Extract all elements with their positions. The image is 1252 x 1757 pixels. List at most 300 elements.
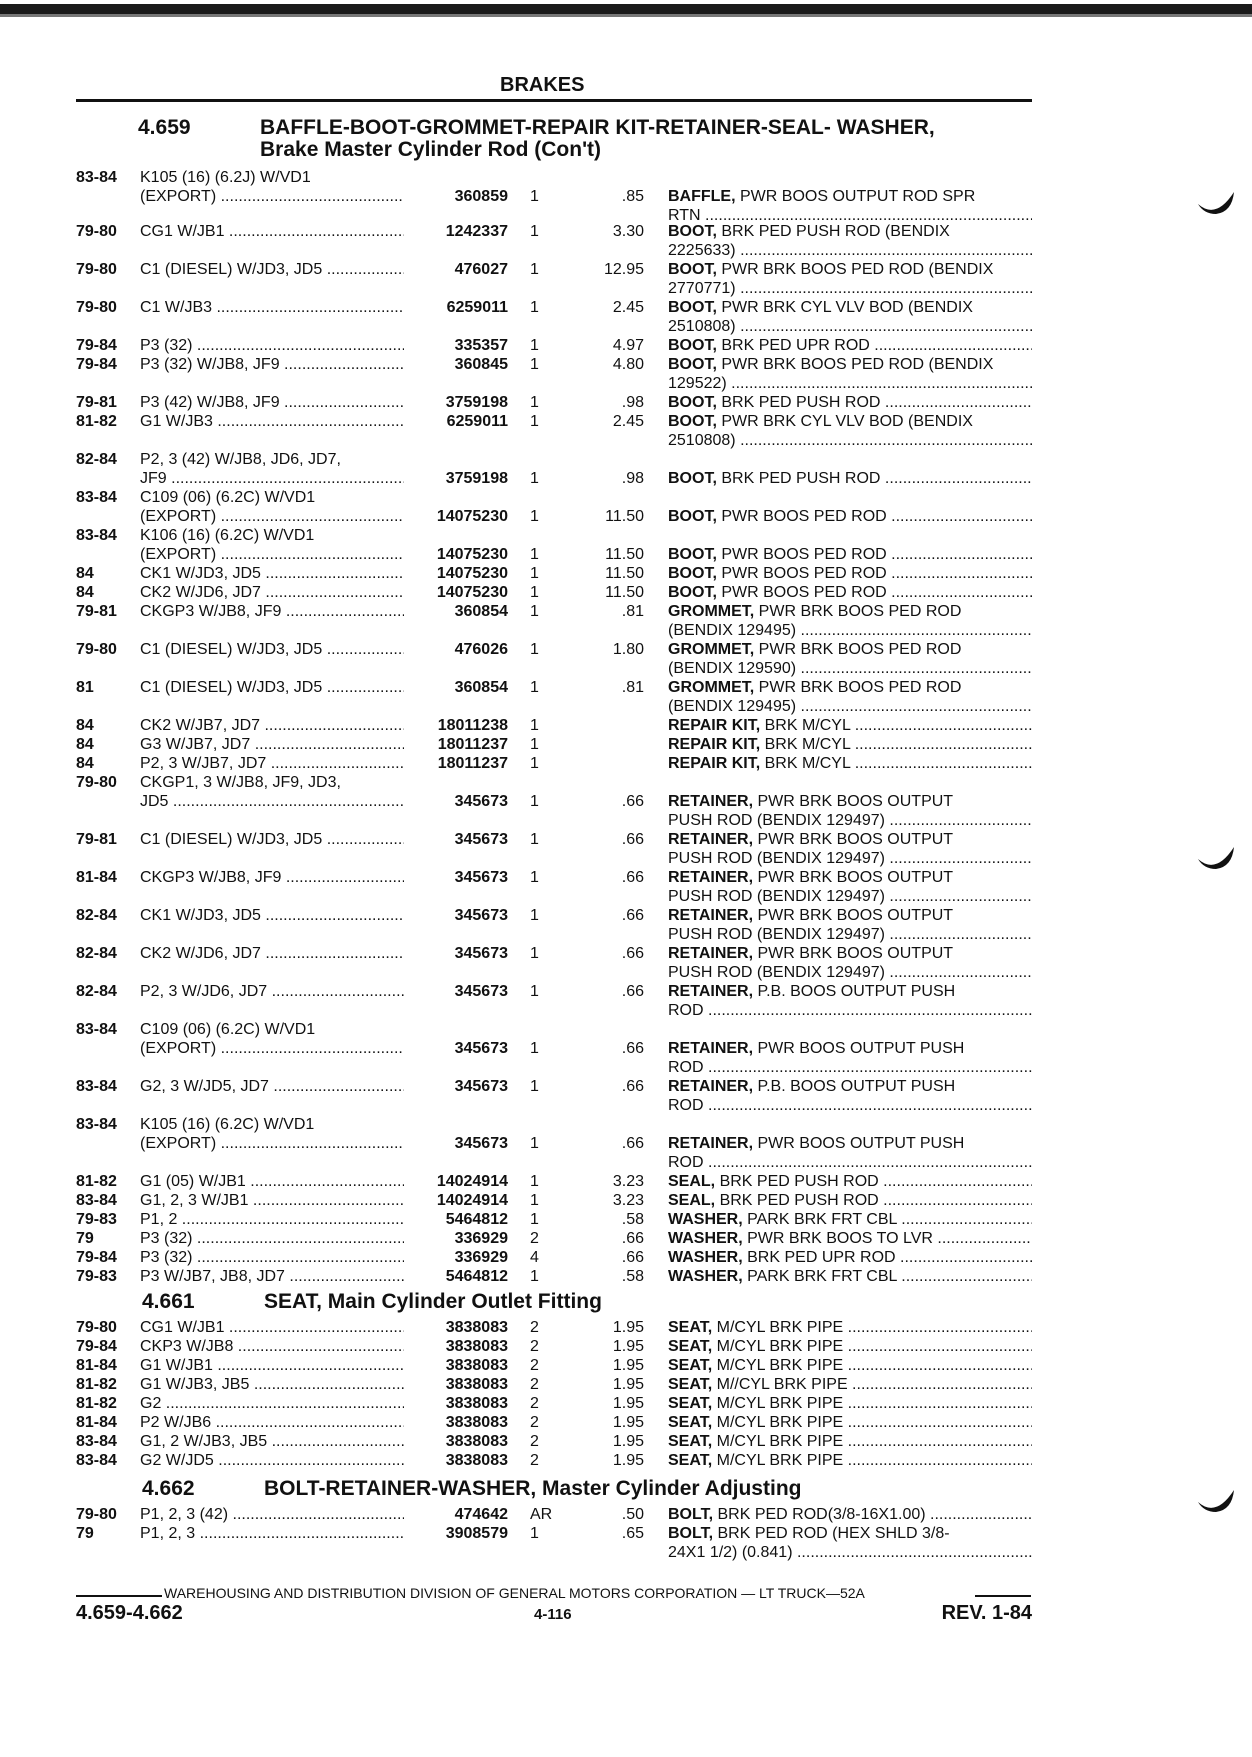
description — [668, 1077, 1032, 1115]
footer-page-number: 4-116 — [534, 1606, 572, 1623]
part-number: 360854 — [454, 603, 508, 620]
price: .66 — [621, 983, 644, 1000]
application-text: (EXPORT) ..... — [140, 188, 404, 205]
quantity: 1 — [530, 261, 539, 278]
quantity: 1 — [530, 831, 539, 848]
application — [140, 830, 404, 849]
description-text: PARK BRK FRT CBL ..... — [747, 1268, 1032, 1285]
application — [140, 716, 404, 735]
description-continuation-text: PUSH ROD (BENDIX 129497) ..... — [668, 964, 1032, 981]
quantity: 1 — [530, 945, 539, 962]
application — [140, 1248, 404, 1267]
description-keyword: GROMMET, — [668, 641, 755, 658]
description-continuation — [668, 317, 1032, 336]
quantity: 1 — [530, 337, 539, 354]
quantity: 2 — [530, 1376, 539, 1393]
price: .66 — [621, 1078, 644, 1095]
model-year: 83-84 — [76, 527, 117, 544]
part-number: 345673 — [454, 793, 508, 810]
description-keyword: BOLT, — [668, 1525, 714, 1542]
scan-top-band — [0, 4, 1252, 14]
model-year: 79-84 — [76, 1249, 117, 1266]
description-keyword: BOOT, — [668, 565, 717, 582]
application-text: (EXPORT) ..... — [140, 546, 404, 563]
part-number: 5464812 — [445, 1268, 508, 1285]
description-text: PWR BRK BOOS OUTPUT — [757, 907, 954, 924]
description — [668, 602, 1032, 640]
price: .66 — [621, 869, 644, 886]
description-text: BRK PED PUSH ROD ..... — [721, 470, 1032, 487]
application — [140, 1020, 404, 1039]
description — [668, 1505, 1032, 1524]
application-text: (EXPORT) ..... — [140, 508, 404, 525]
description-keyword: WASHER, — [668, 1211, 743, 1228]
description-text: M/CYL BRK PIPE ..... — [717, 1452, 1032, 1469]
price: 1.80 — [612, 641, 644, 658]
model-year: 79 — [76, 1230, 94, 1247]
part-number: 3838083 — [445, 1452, 508, 1469]
description-text: PWR BRK CYL VLV BOD (BENDIX — [721, 413, 973, 430]
description-keyword: BOOT, — [668, 337, 717, 354]
description-keyword: SEAT, — [668, 1376, 713, 1393]
description-continuation-text: (BENDIX 129590) ..... — [668, 660, 1032, 677]
quantity: 1 — [530, 584, 539, 601]
part-number: 3838083 — [445, 1395, 508, 1412]
description — [668, 336, 1032, 355]
price: .85 — [621, 188, 644, 205]
description — [668, 1210, 1032, 1229]
description-text: PWR BRK BOOS PED ROD — [758, 679, 962, 696]
description-keyword: SEAT, — [668, 1452, 713, 1469]
price: 3.23 — [612, 1192, 644, 1209]
quantity: 1 — [530, 755, 539, 772]
model-year: 79-83 — [76, 1268, 117, 1285]
model-year: 81 — [76, 679, 94, 696]
price: .66 — [621, 1040, 644, 1057]
group-number: 4.662 — [142, 1477, 195, 1500]
model-year: 83-84 — [76, 1021, 117, 1038]
description — [668, 298, 1032, 336]
price: 11.50 — [605, 546, 644, 563]
description-text: M/CYL BRK PIPE ..... — [717, 1414, 1032, 1431]
description-continuation-text: PUSH ROD (BENDIX 129497) ..... — [668, 850, 1032, 867]
part-number: 3838083 — [445, 1433, 508, 1450]
description — [668, 507, 1032, 526]
description-keyword: BOOT, — [668, 356, 717, 373]
description — [668, 469, 1032, 488]
part-number: 360854 — [454, 679, 508, 696]
application-text: G1 (05) W/JB1 ..... — [140, 1173, 404, 1190]
description — [668, 222, 1032, 260]
description-keyword: SEAT, — [668, 1338, 713, 1355]
price: 2.45 — [612, 413, 644, 430]
application-text: CK2 W/JB7, JD7 ..... — [140, 717, 404, 734]
application-text: (EXPORT) ..... — [140, 1135, 404, 1152]
part-number: 14075230 — [436, 584, 508, 601]
model-year: 79-80 — [76, 299, 117, 316]
description-text: M/CYL BRK PIPE ..... — [717, 1338, 1032, 1355]
application — [140, 1505, 404, 1524]
application — [140, 545, 404, 564]
description-text: PWR BRK BOOS PED ROD — [758, 603, 962, 620]
application-text: CKGP1, 3 W/JB8, JF9, JD3, — [140, 774, 341, 791]
quantity: 1 — [530, 413, 539, 430]
description-keyword: WASHER, — [668, 1230, 743, 1247]
price: 4.97 — [612, 337, 644, 354]
part-number: 3838083 — [445, 1414, 508, 1431]
application-text: CKP3 W/JB8 ..... — [140, 1338, 404, 1355]
description — [668, 260, 1032, 298]
description — [668, 1432, 1032, 1451]
price: 1.95 — [612, 1452, 644, 1469]
description-continuation-text: ROD ..... — [668, 1154, 1032, 1171]
description-continuation-text: 24X1 1/2) (0.841) ..... — [668, 1544, 1032, 1561]
description-keyword: GROMMET, — [668, 603, 755, 620]
description-continuation — [668, 849, 1032, 868]
description — [668, 1375, 1032, 1394]
group-title: SEAT, Main Cylinder Outlet Fitting — [264, 1290, 602, 1313]
application-text: P3 (32) ..... — [140, 337, 404, 354]
description-text: PWR BRK BOOS PED ROD (BENDIX — [721, 261, 994, 278]
price: 1.95 — [612, 1376, 644, 1393]
description-continuation — [668, 659, 1032, 678]
quantity: 1 — [530, 736, 539, 753]
binder-hole-mark — [1196, 1488, 1236, 1514]
part-number: 18011237 — [437, 736, 508, 753]
application-text: CK1 W/JD3, JD5 ..... — [140, 565, 404, 582]
model-year: 79-81 — [76, 603, 117, 620]
description-keyword: RETAINER, — [668, 907, 754, 924]
model-year: 81-84 — [76, 1357, 117, 1374]
model-year: 84 — [76, 755, 94, 772]
part-number: 14024914 — [436, 1173, 508, 1190]
part-number: 345673 — [454, 1040, 508, 1057]
description-continuation — [668, 1153, 1032, 1172]
quantity: 1 — [530, 1211, 539, 1228]
quantity: 1 — [530, 299, 539, 316]
part-number: 360845 — [454, 356, 508, 373]
description-text: PWR BOOS OUTPUT ROD SPR — [740, 188, 976, 205]
application-text: CK2 W/JD6, JD7 ..... — [140, 584, 404, 601]
description-text: PWR BRK BOOS OUTPUT — [757, 869, 954, 886]
part-number: 14075230 — [436, 546, 508, 563]
model-year: 82-84 — [76, 907, 117, 924]
price: .98 — [621, 394, 644, 411]
application-text: G2 ..... — [140, 1395, 404, 1412]
application-text: CKGP3 W/JB8, JF9 ..... — [140, 869, 404, 886]
group-number: 4.659 — [138, 116, 191, 139]
part-number: 18011238 — [437, 717, 508, 734]
application — [140, 488, 404, 507]
description-text: BRK M/CYL ..... — [765, 717, 1032, 734]
group-subtitle: Brake Master Cylinder Rod (Con't) — [260, 138, 602, 161]
model-year: 79-80 — [76, 641, 117, 658]
price: 1.95 — [612, 1357, 644, 1374]
quantity: 1 — [530, 1078, 539, 1095]
part-number: 1242337 — [445, 223, 508, 240]
quantity: 1 — [530, 793, 539, 810]
description — [668, 1172, 1032, 1191]
application-text: C1 (DIESEL) W/JD3, JD5 ..... — [140, 641, 404, 658]
quantity: 2 — [530, 1338, 539, 1355]
application — [140, 526, 404, 545]
description-text: PWR BRK BOOS OUTPUT — [757, 945, 954, 962]
group-title: BAFFLE-BOOT-GROMMET-REPAIR KIT-RETAINER-SEAL- WASHER, — [260, 116, 935, 139]
description-text: P.B. BOOS OUTPUT PUSH — [757, 983, 956, 1000]
price: .66 — [621, 793, 644, 810]
description-text: M/CYL BRK PIPE ..... — [717, 1395, 1032, 1412]
application — [140, 1115, 404, 1134]
model-year: 81-84 — [76, 869, 117, 886]
quantity: 1 — [530, 394, 539, 411]
description-text: BRK M/CYL ..... — [765, 755, 1032, 772]
model-year: 83-84 — [76, 1433, 117, 1450]
part-number: 3838083 — [445, 1338, 508, 1355]
price: 11.50 — [605, 584, 644, 601]
description-keyword: RETAINER, — [668, 983, 754, 1000]
description-keyword: REPAIR KIT, — [668, 717, 761, 734]
model-year: 79-81 — [76, 831, 117, 848]
application-text: G1 W/JB3, JB5 ..... — [140, 1376, 404, 1393]
description-continuation — [668, 887, 1032, 906]
quantity: AR — [530, 1506, 553, 1523]
part-number: 345673 — [454, 1135, 508, 1152]
model-year: 81-84 — [76, 1414, 117, 1431]
application — [140, 735, 404, 754]
application — [140, 1356, 404, 1375]
description-keyword: RETAINER, — [668, 831, 754, 848]
description-text: PARK BRK FRT CBL ..... — [747, 1211, 1032, 1228]
description-text: BRK PED ROD(3/8-16X1.00) ..... — [717, 1506, 1032, 1523]
description — [668, 982, 1032, 1020]
footer-division: WAREHOUSING AND DISTRIBUTION DIVISION OF GENERAL MOTORS CORPORATION — LT TRUCK—52A — [164, 1585, 865, 1601]
description-text: BRK PED PUSH ROD ..... — [721, 394, 1032, 411]
description-text: P.B. BOOS OUTPUT PUSH — [757, 1078, 956, 1095]
description — [668, 1451, 1032, 1470]
application — [140, 564, 404, 583]
description-text: PWR BOOS PED ROD ..... — [721, 565, 1032, 582]
description-keyword: BOOT, — [668, 394, 717, 411]
description-text: M/CYL BRK PIPE ..... — [717, 1357, 1032, 1374]
application — [140, 1451, 404, 1470]
application-text: C109 (06) (6.2C) W/VD1 — [140, 1021, 316, 1038]
price: .58 — [621, 1268, 644, 1285]
part-number: 476026 — [454, 641, 508, 658]
price: .98 — [621, 470, 644, 487]
price: .65 — [621, 1525, 644, 1542]
part-number: 335357 — [454, 337, 508, 354]
application-text: G1, 2 W/JB3, JB5 ..... — [140, 1433, 404, 1450]
description — [668, 830, 1032, 868]
price: 1.95 — [612, 1338, 644, 1355]
model-year: 79-80 — [76, 223, 117, 240]
description-text: BRK PED UPR ROD ..... — [747, 1249, 1032, 1266]
part-number: 336929 — [454, 1230, 508, 1247]
application — [140, 773, 404, 792]
description — [668, 944, 1032, 982]
quantity: 1 — [530, 470, 539, 487]
model-year: 82-84 — [76, 451, 117, 468]
description-keyword: BOLT, — [668, 1506, 714, 1523]
group-number: 4.661 — [142, 1290, 195, 1313]
description-text: M/CYL BRK PIPE ..... — [717, 1319, 1032, 1336]
description — [668, 754, 1032, 773]
part-number: 3908579 — [445, 1525, 508, 1542]
model-year: 81-82 — [76, 1173, 117, 1190]
application — [140, 1524, 404, 1543]
model-year: 84 — [76, 736, 94, 753]
part-number: 18011237 — [437, 755, 508, 772]
part-number: 360859 — [454, 188, 508, 205]
application-text: G2, 3 W/JD5, JD7 ..... — [140, 1078, 404, 1095]
description — [668, 1039, 1032, 1077]
description — [668, 1318, 1032, 1337]
description-continuation — [668, 1543, 1032, 1562]
application — [140, 393, 404, 412]
description-continuation-text: 129522) ..... — [668, 375, 1032, 392]
application — [140, 1229, 404, 1248]
quantity: 1 — [530, 508, 539, 525]
description-keyword: RETAINER, — [668, 793, 754, 810]
model-year: 81-82 — [76, 1395, 117, 1412]
part-number: 14075230 — [436, 508, 508, 525]
model-year: 82-84 — [76, 983, 117, 1000]
application-text: P2, 3 (42) W/JB8, JD6, JD7, — [140, 451, 341, 468]
model-year: 79-80 — [76, 261, 117, 278]
description — [668, 1337, 1032, 1356]
description-continuation-text: ROD ..... — [668, 1097, 1032, 1114]
model-year: 79-80 — [76, 774, 117, 791]
footer-section-range: 4.659-4.662 — [76, 1602, 183, 1624]
description-text: BRK PED ROD (HEX SHLD 3/8- — [717, 1525, 950, 1542]
description-keyword: RETAINER, — [668, 1040, 754, 1057]
application — [140, 1172, 404, 1191]
quantity: 2 — [530, 1414, 539, 1431]
application-text: C1 W/JB3 ..... — [140, 299, 404, 316]
price: 1.95 — [612, 1319, 644, 1336]
model-year: 84 — [76, 717, 94, 734]
application — [140, 1210, 404, 1229]
application-text: K106 (16) (6.2C) W/VD1 — [140, 527, 315, 544]
application-text: P3 (32) ..... — [140, 1230, 404, 1247]
application — [140, 469, 404, 488]
part-number: 14075230 — [436, 565, 508, 582]
description-continuation-text: PUSH ROD (BENDIX 129497) ..... — [668, 888, 1032, 905]
heading-rule — [76, 99, 1032, 102]
quantity: 1 — [530, 1268, 539, 1285]
part-number: 345673 — [454, 945, 508, 962]
description-continuation — [668, 697, 1032, 716]
application — [140, 1432, 404, 1451]
part-number: 6259011 — [446, 299, 508, 316]
description — [668, 564, 1032, 583]
quantity: 1 — [530, 983, 539, 1000]
description-text: BRK PED PUSH ROD (BENDIX — [721, 223, 950, 240]
description-text: PWR BRK CYL VLV BOD (BENDIX — [721, 299, 973, 316]
description-keyword: RETAINER, — [668, 945, 754, 962]
description-continuation — [668, 431, 1032, 450]
description-text: PWR BRK BOOS OUTPUT — [757, 793, 954, 810]
part-number: 3838083 — [445, 1357, 508, 1374]
price: .81 — [621, 603, 644, 620]
application — [140, 982, 404, 1001]
quantity: 1 — [530, 603, 539, 620]
quantity: 4 — [530, 1249, 539, 1266]
application-text: JF9 ..... — [140, 470, 404, 487]
description-keyword: RETAINER, — [668, 869, 754, 886]
description — [668, 906, 1032, 944]
description-keyword: SEAT, — [668, 1395, 713, 1412]
description-continuation-text: ROD ..... — [668, 1059, 1032, 1076]
description — [668, 187, 1032, 225]
description-keyword: BOOT, — [668, 470, 717, 487]
description — [668, 1267, 1032, 1286]
price: .66 — [621, 907, 644, 924]
quantity: 2 — [530, 1395, 539, 1412]
description — [668, 868, 1032, 906]
description-keyword: BOOT, — [668, 413, 717, 430]
model-year: 79-84 — [76, 1338, 117, 1355]
application — [140, 298, 404, 317]
model-year: 84 — [76, 565, 94, 582]
binder-hole-mark — [1196, 190, 1236, 216]
part-number: 3838083 — [445, 1376, 508, 1393]
description-keyword: SEAT, — [668, 1319, 713, 1336]
price: 1.95 — [612, 1433, 644, 1450]
price: 11.50 — [605, 508, 644, 525]
footer-revision: REV. 1-84 — [941, 1602, 1032, 1624]
quantity: 1 — [530, 1040, 539, 1057]
description-text: PWR BRK BOOS TO LVR ..... — [747, 1230, 1032, 1247]
model-year: 79-83 — [76, 1211, 117, 1228]
quantity: 1 — [530, 1525, 539, 1542]
quantity: 1 — [530, 679, 539, 696]
description-text: M/CYL BRK PIPE ..... — [717, 1433, 1032, 1450]
description — [668, 792, 1032, 830]
description-keyword: BOOT, — [668, 261, 717, 278]
application-text: C1 (DIESEL) W/JD3, JD5 ..... — [140, 261, 404, 278]
application-text: P1, 2 ..... — [140, 1211, 404, 1228]
description-keyword: BAFFLE, — [668, 188, 736, 205]
description-keyword: BOOT, — [668, 508, 717, 525]
price: 1.95 — [612, 1395, 644, 1412]
section-heading: BRAKES — [500, 74, 585, 96]
application — [140, 1394, 404, 1413]
application-text: G1, 2, 3 W/JB1 ..... — [140, 1192, 404, 1209]
description — [668, 1394, 1032, 1413]
description — [668, 678, 1032, 716]
part-number: 3759198 — [445, 470, 508, 487]
application — [140, 906, 404, 925]
application — [140, 507, 404, 526]
description — [668, 1356, 1032, 1375]
application — [140, 187, 404, 206]
application — [140, 336, 404, 355]
quantity: 2 — [530, 1433, 539, 1450]
description-continuation — [668, 1058, 1032, 1077]
application-text: P2 W/JB6 ..... — [140, 1414, 404, 1431]
description — [668, 1248, 1032, 1267]
description-continuation-text: ROD ..... — [668, 1002, 1032, 1019]
description-keyword: SEAL, — [668, 1173, 716, 1190]
model-year: 83-84 — [76, 489, 117, 506]
description-continuation — [668, 963, 1032, 982]
model-year: 79-84 — [76, 356, 117, 373]
application-text: G2 W/JD5 ..... — [140, 1452, 404, 1469]
description-keyword: REPAIR KIT, — [668, 736, 761, 753]
description-text: PWR BOOS OUTPUT PUSH — [757, 1040, 965, 1057]
application — [140, 640, 404, 659]
